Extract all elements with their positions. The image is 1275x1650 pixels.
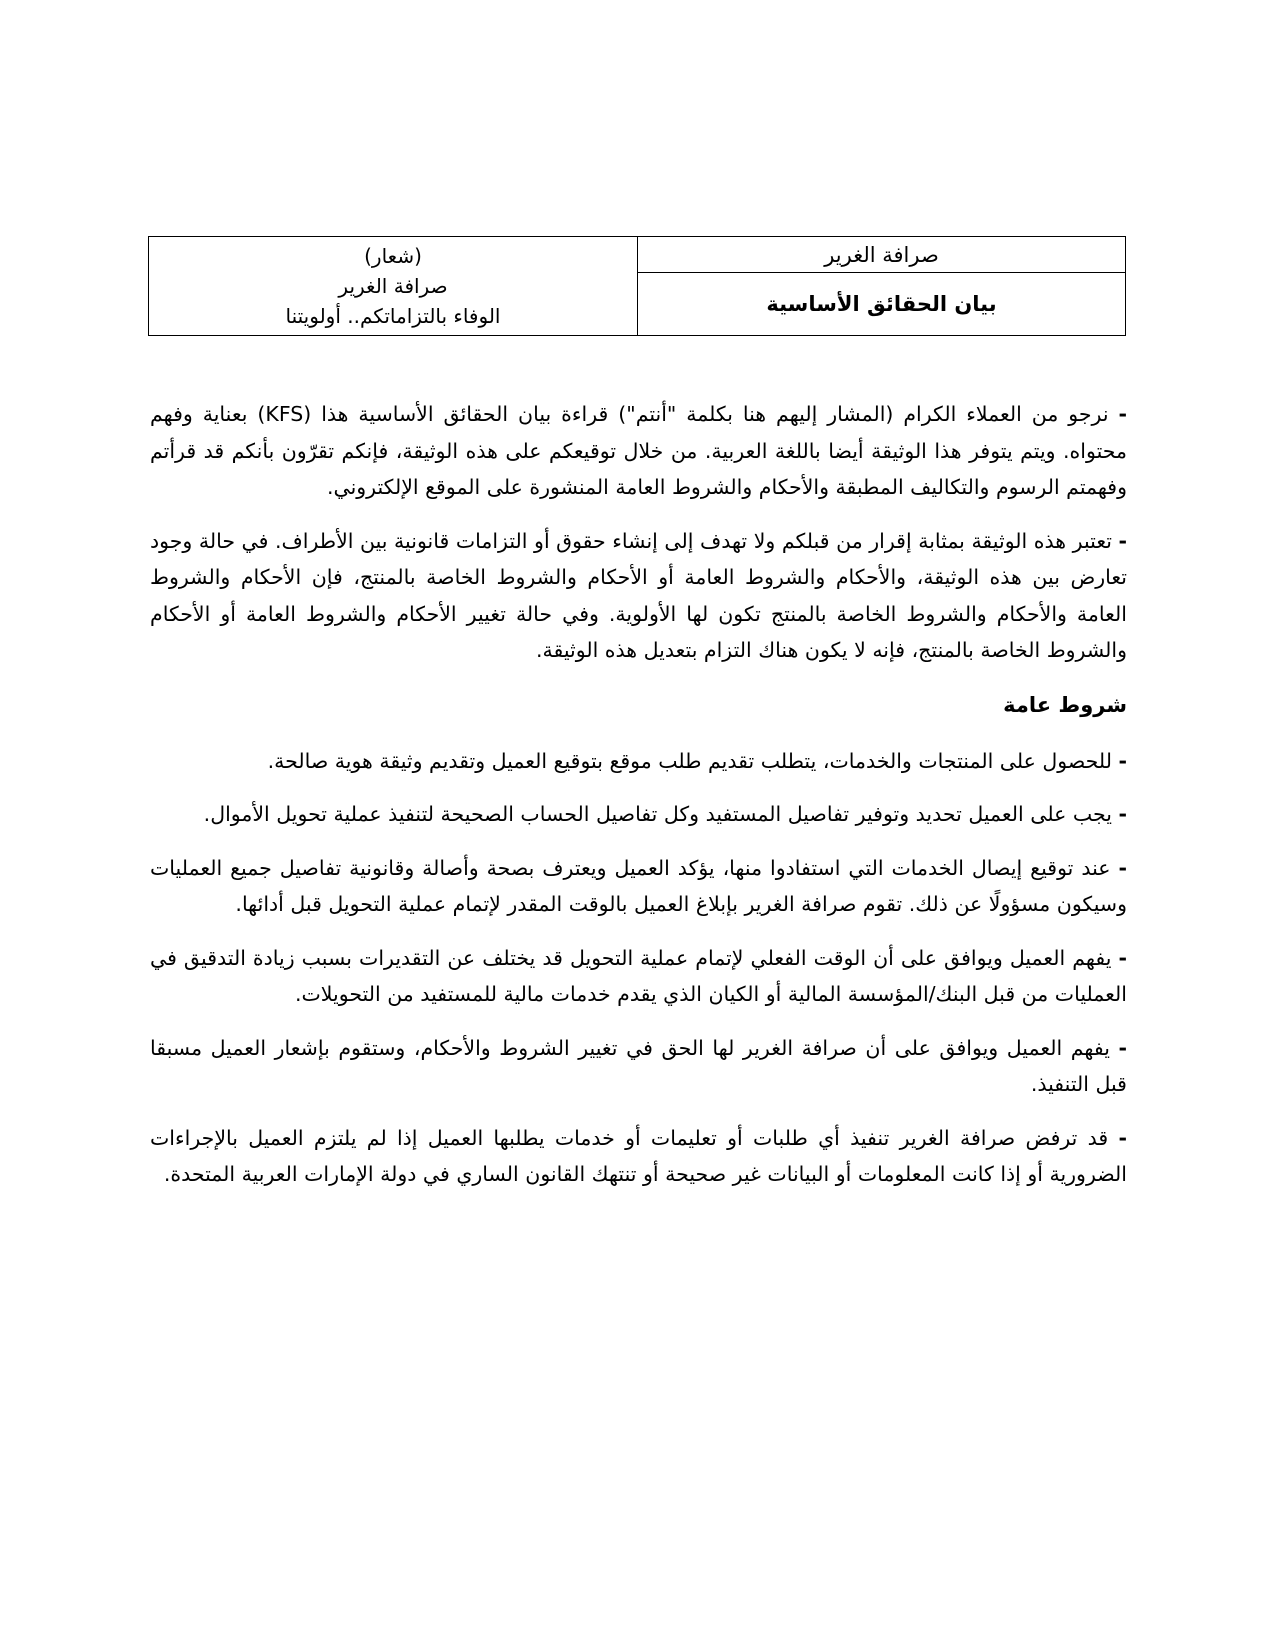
term-text: يفهم العميل ويوافق على أن صرافة الغرير لها الحق في تغيير الشروط والأحكام، وستقوم بإشعار العميل مسبقا قبل التنفيذ. (150, 1035, 1127, 1096)
bullet-dash: - (1118, 855, 1127, 880)
bullet-dash: - (1118, 1035, 1127, 1060)
term-item (150, 1120, 1127, 1193)
bullet-dash: - (1118, 748, 1127, 773)
term-item (150, 796, 1127, 833)
logo-slogan: الوفاء بالتزاماتكم.. أولويتنا (285, 304, 501, 328)
bullet-dash: - (1118, 1125, 1127, 1150)
bullet-dash: - (1118, 945, 1127, 970)
header-table (148, 236, 1126, 336)
general-terms-heading: شروط عامة (1003, 692, 1127, 717)
term-item (150, 850, 1127, 923)
intro-paragraph-text: تعتبر هذه الوثيقة بمثابة إقرار من قبلكم ولا تهدف إلى إنشاء حقوق أو التزامات قانونية بين الأطراف. في حالة وجود تعارض بين هذه الوثيقة، والأحكام والشروط العامة أو الأحكام والشروط الخاصة بالمنتج، فإن الأحكام والشروط العامة والأحكام والشروط الخاصة بالمنتج تكون لها الأولوية. وفي حالة تغيير الأحكام والشروط العامة أو الأحكام والشروط الخاصة بالمنتج، فإنه لا يكون هناك التزام بتعديل هذه الوثيقة. (150, 528, 1127, 662)
intro-paragraph-text: نرجو من العملاء الكرام (المشار إليهم هنا بكلمة "أنتم") قراءة بيان الحقائق الأساسية هذا (KFS) بعناية وفهم محتواه. ويتم يتوفر هذا الوثيقة أيضا باللغة العربية. من خلال توقيعكم على هذه الوثيقة، فإنكم تقرّون بأنكم قد قرأتم وفهمتم الرسوم والتكاليف المطبقة والأحكام والشروط العامة المنشورة على الموقع الإلكتروني. (150, 402, 1127, 499)
document-title: بيان الحقائق الأساسية (638, 273, 1126, 336)
logo-placeholder: (شعار) (364, 244, 422, 268)
document-body (150, 396, 1127, 1210)
term-text: للحصول على المنتجات والخدمات، يتطلب تقديم طلب موقع بتوقيع العميل وتقديم وثيقة هوية صالحة. (267, 748, 1112, 773)
term-text: عند توقيع إيصال الخدمات التي استفادوا منها، يؤكد العميل ويعترف بصحة وأصالة وقانونية تفاصيل جميع العمليات وسيكون مسؤولًا عن ذلك. تقوم صرافة الغرير بإبلاغ العميل بالوقت المقدر لإتمام عملية التحويل قبل أدائها. (150, 855, 1127, 916)
term-text: قد ترفض صرافة الغرير تنفيذ أي طلبات أو تعليمات أو خدمات يطلبها العميل إذا لم يلتزم العميل بالإجراءات الضرورية أو إذا كانت المعلومات أو البيانات غير صحيحة أو تنتهك القانون الساري في دولة الإمارات العربية المتحدة. (150, 1125, 1127, 1186)
term-item (150, 743, 1127, 780)
intro-paragraph-1 (150, 396, 1127, 506)
company-name: صرافة الغرير (638, 237, 1126, 273)
term-item (150, 940, 1127, 1013)
bullet-dash: - (1118, 528, 1127, 553)
bullet-dash: - (1118, 402, 1127, 426)
term-text: يجب على العميل تحديد وتوفير تفاصيل المستفيد وكل تفاصيل الحساب الصحيحة لتنفيذ عملية تحويل الأموال. (203, 802, 1112, 826)
term-item (150, 1030, 1127, 1103)
term-text: يفهم العميل ويوافق على أن الوقت الفعلي لإتمام عملية التحويل قد يختلف عن التقديرات بسبب زيادة التدقيق في العمليات من قبل البنك/المؤسسة المالية أو الكيان الذي يقدم خدمات مالية للمستفيد من التحويلات. (150, 945, 1127, 1006)
bullet-dash: - (1118, 802, 1127, 826)
intro-paragraph-2 (150, 523, 1127, 669)
logo-block (149, 237, 638, 336)
logo-company-name: صرافة الغرير (338, 274, 448, 298)
